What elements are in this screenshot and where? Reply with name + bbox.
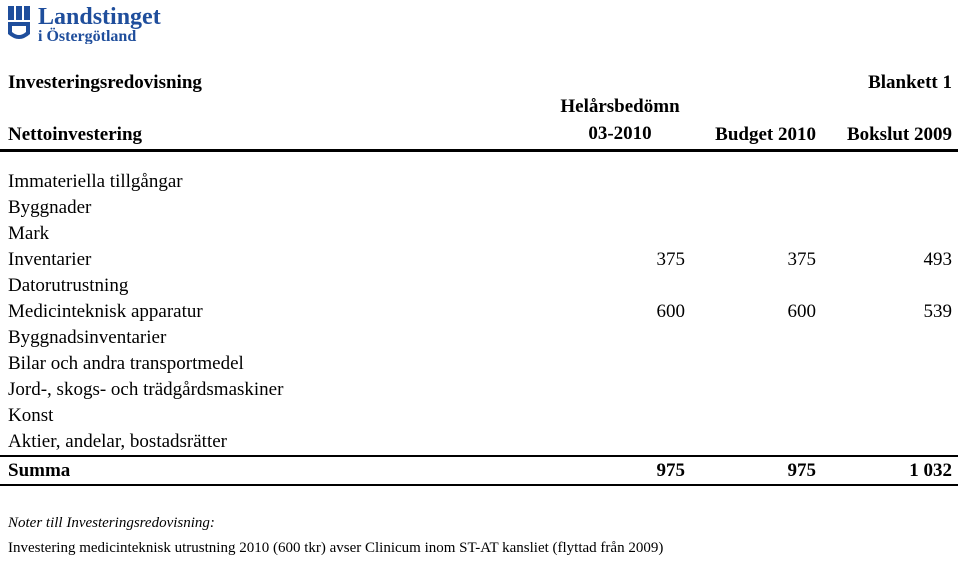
notes-heading: Noter till Investeringsredovisning: [8, 515, 215, 531]
total-col2: 975 [787, 460, 816, 481]
col3-header: Bokslut 2009 [846, 124, 952, 145]
row-label: Byggnadsinventarier [8, 327, 167, 348]
notes-text: Investering medicinteknisk utrustning 2010 (600 tkr) avser Clinicum inom ST-AT kansliet (flyttad från 2009) [8, 540, 664, 556]
row-value-c1: 600 [656, 301, 685, 322]
logo-emblem-icon [8, 6, 30, 39]
row-value-c2: 600 [787, 301, 816, 322]
row-label: Medicinteknisk apparatur [8, 301, 203, 322]
row-label: Jord-, skogs- och trädgårdsmaskiner [8, 379, 284, 400]
row-label: Bilar och andra transportmedel [8, 353, 244, 374]
header-rule [0, 149, 958, 152]
total-label: Summa [8, 460, 71, 481]
col1-header-line1: Helårsbedömn [560, 96, 680, 117]
row-label: Aktier, andelar, bostadsrätter [8, 431, 228, 452]
row-value-c3: 539 [923, 301, 952, 322]
row-label: Byggnader [8, 197, 92, 218]
row-value-c1: 375 [656, 249, 685, 270]
col1-header-line2: 03-2010 [588, 123, 652, 144]
row-label: Datorutrustning [8, 275, 129, 296]
landstinget-logo [8, 4, 183, 44]
logo-line1: Landstinget [38, 4, 161, 30]
col2-header: Budget 2010 [715, 124, 816, 145]
total-col3: 1 032 [909, 460, 952, 481]
report-title: Investeringsredovisning [8, 72, 202, 93]
logo-line2: i Östergötland [38, 28, 137, 44]
total-col1: 975 [656, 460, 685, 481]
row-label: Mark [8, 223, 50, 244]
row-value-c3: 493 [923, 249, 952, 270]
bottom-rule [0, 484, 958, 486]
row-label: Inventarier [8, 249, 92, 270]
row-label: Konst [8, 405, 54, 426]
row-label: Immateriella tillgångar [8, 171, 183, 192]
form-label: Blankett 1 [868, 72, 952, 93]
total-rule [0, 455, 958, 457]
row-value-c2: 375 [787, 249, 816, 270]
section-subtitle: Nettoinvestering [8, 124, 143, 145]
